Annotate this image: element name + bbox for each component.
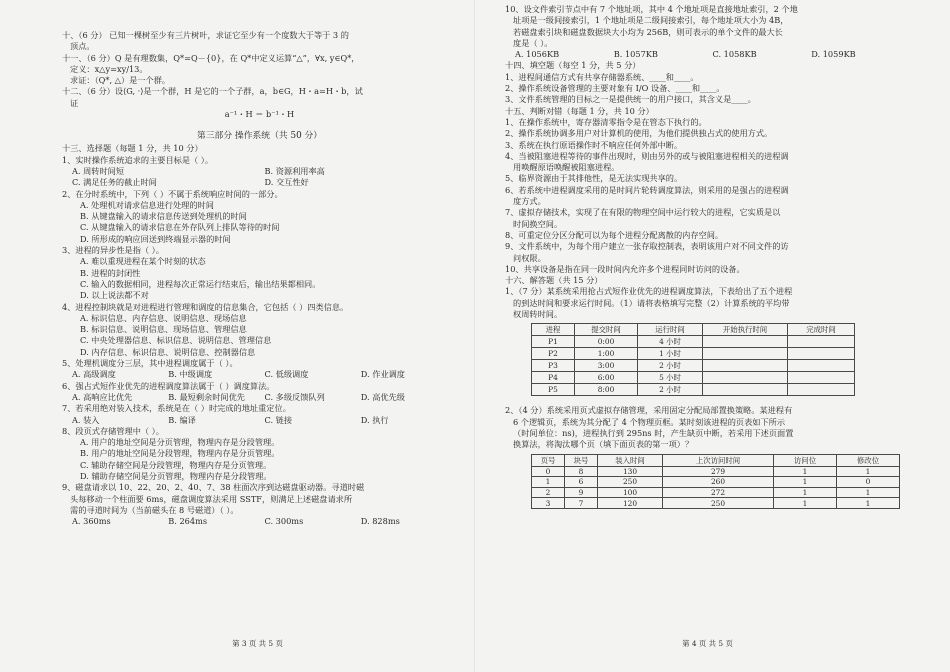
table-cell	[703, 384, 788, 396]
right-page	[475, 0, 950, 672]
table-cell	[703, 360, 788, 372]
table-cell: 130	[598, 466, 663, 477]
option: D. 交互性好	[264, 177, 309, 188]
true-false-line: 8、可重定位分区分配可以为每个进程分配离散的内存空间。	[505, 229, 724, 240]
table-header-cell: 运行时间	[638, 324, 703, 336]
option: D. 以上说法都不对	[80, 290, 149, 301]
table-cell: 6	[565, 477, 598, 488]
table-cell: 8:00	[575, 384, 638, 396]
table-cell: P5	[532, 384, 575, 396]
table-cell: 100	[598, 487, 663, 498]
option: C. 中央处理器信息、标识信息、说明信息、管理信息	[80, 335, 272, 346]
option: A. 360ms	[72, 516, 111, 527]
question-line: 2、在分时系统中，下列（ ）不属于系统响应时间的一部分。	[62, 188, 283, 199]
option: D. 828ms	[360, 516, 400, 527]
table-row	[532, 360, 855, 372]
table-cell: 1	[837, 466, 900, 477]
option: A. 用户的地址空间是分页管理，物理内存是分段管理。	[80, 437, 280, 448]
question-line: 址项是一级间接索引，1 个地址项是二级间接索引，每个地址项大小为 4B，	[513, 15, 789, 26]
table-cell: 9	[565, 487, 598, 498]
option: A. 高响应比优先	[72, 391, 133, 402]
question-line: 9、磁盘请求以 10、22、20、2、40、7、38 柱面次序到达磁盘驱动器。寻道时磁	[62, 482, 365, 493]
option: A. 标识信息、内存信息、说明信息、现场信息	[80, 312, 247, 323]
true-false-line: 6、若系统中进程调度采用的是时间片轮转调度算法，则采用的是强占的进程调	[505, 184, 789, 195]
table-cell	[788, 348, 855, 360]
true-false-line: 10、共享设备是指在同一段时间内允许多个进程同时访问的设备。	[505, 263, 745, 274]
table-header-cell: 修改位	[837, 454, 900, 466]
table-cell: 5 小时	[638, 372, 703, 384]
option: D. 所形成的响应回送到终端显示器的时间	[80, 233, 231, 244]
question-line: 权周转时间。	[513, 309, 563, 320]
option-row	[505, 49, 910, 60]
table-cell: 1	[774, 466, 837, 477]
page-table	[531, 454, 900, 509]
table-cell: 1 小时	[638, 348, 703, 360]
section-heading: 十五、判断对错（每题 1 分，共 10 分）	[505, 105, 654, 116]
table-cell: 279	[663, 466, 774, 477]
option-row	[62, 369, 457, 380]
table-cell: 0	[837, 477, 900, 488]
table-row	[532, 466, 900, 477]
option: C. 从键盘输入的请求信息在外存队列上排队等待的时间	[80, 222, 280, 233]
question-line: 3、进程的异步性是指（ ）。	[62, 245, 164, 256]
option: C. 300ms	[264, 516, 304, 527]
option: B. 标识信息、说明信息、现场信息、管理信息	[80, 324, 247, 335]
question-line: 6、强占式短作业优先的进程调度算法属于（ ）调度算法。	[62, 380, 275, 391]
page-footer: 第 3 页 共 5 页	[232, 639, 283, 648]
table-cell: 250	[598, 477, 663, 488]
table-cell	[788, 336, 855, 348]
option: C. 链接	[264, 414, 293, 425]
true-false-line: 9、文件系统中，为每个用户建立一张存取控制表，表明该用户对不同文件的访	[505, 241, 789, 252]
formula-line: a⁻¹・H ＝ b⁻¹・H	[224, 109, 295, 120]
table-cell: 1	[774, 477, 837, 488]
true-false-line: 问权限。	[513, 252, 546, 263]
table-cell: 1	[774, 498, 837, 509]
section-heading: 十六、解答题（共 15 分）	[505, 275, 603, 286]
question-line: 证	[70, 97, 79, 108]
option: C. 1058KB	[712, 49, 757, 60]
table-cell: 0	[532, 466, 565, 477]
question-line: 头每移动一个柱面要 6ms，磁盘调度算法采用 SSTF，则满足上述磁盘请求所	[70, 493, 353, 504]
table-header-cell: 页号	[532, 454, 565, 466]
option: B. 最短剩余时间优先	[168, 391, 245, 402]
table-cell: 8	[565, 466, 598, 477]
table-cell	[703, 348, 788, 360]
option: A. 1056KB	[515, 49, 560, 60]
option-row	[62, 392, 457, 403]
table-cell: 0:00	[575, 336, 638, 348]
option: A. 装入	[72, 414, 100, 425]
table-cell: 1	[837, 487, 900, 498]
table-header-cell: 进程	[532, 324, 575, 336]
question-line: 定义：x△y=xy/13。	[70, 63, 148, 74]
option: D. 作业调度	[360, 369, 405, 380]
option-row	[62, 516, 457, 527]
table-cell: 7	[565, 498, 598, 509]
option: D. 执行	[360, 414, 389, 425]
option: B. 中级调度	[168, 369, 213, 380]
section-title: 第三部分 操作系统（共 50 分）	[196, 131, 323, 142]
table-cell	[703, 372, 788, 384]
table-header-cell: 块号	[565, 454, 598, 466]
table-header-cell: 完成时间	[788, 324, 855, 336]
option: D. 1059KB	[811, 49, 856, 60]
option: C. 满足任务的截止时间	[72, 177, 157, 188]
option: B. 1057KB	[613, 49, 658, 60]
option: B. 资源利用率高	[264, 165, 325, 176]
question-line: 10、设文件索引节点中有 7 个地址项，其中 4 个地址项是直接地址索引，2 个地	[505, 4, 798, 14]
table-cell: P3	[532, 360, 575, 372]
question-line: 的到达时间和要求运行时间。（1）请将表格填写完整（2）计算系统的平均带	[513, 297, 790, 308]
table-cell: 2	[532, 487, 565, 498]
table-header-cell: 提交时间	[575, 324, 638, 336]
question-line: 4、进程控制块就是对进程进行管理和调度的信息集合，它包括（ ）四类信息。	[62, 301, 349, 312]
table-row	[532, 336, 855, 348]
question-line: 1、（7 分）某系统采用抢占式短作业优先的进程调度算法，下表给出了五个进程	[505, 286, 793, 297]
true-false-line: 4、当被阻塞进程等待的事件出现时，则由另外的或与被阻塞进程相关的进程调	[505, 150, 789, 161]
question-line: 7、若采用绝对装入技术，系统是在（ ）时完成的地址重定位。	[62, 403, 291, 414]
table-cell: 272	[663, 487, 774, 498]
table-row	[532, 498, 900, 509]
table-header-cell: 装入时间	[598, 454, 663, 466]
fill-blank-line: 3、文件系统管理的目标之一是提供统一的用户接口，其含义是____。	[505, 94, 756, 105]
option-row	[62, 166, 457, 177]
question-line: 2、（4 分）系统采用页式虚拟存储管理，采用固定分配局部置换策略。某进程有	[505, 405, 793, 416]
table-cell	[788, 360, 855, 372]
table-cell	[788, 384, 855, 396]
table-cell	[788, 372, 855, 384]
table-cell: 2 小时	[638, 384, 703, 396]
table-header-cell: 访问位	[774, 454, 837, 466]
table-cell: 250	[663, 498, 774, 509]
true-false-line: 时间换空间。	[513, 218, 563, 229]
option-row	[62, 415, 457, 426]
option: D. 高优先级	[360, 391, 405, 402]
option: C. 多级反馈队列	[264, 391, 325, 402]
option: A. 难以重现进程在某个时刻的状态	[80, 256, 206, 267]
question-line: 十一、（6 分）Q 是有理数集，Q*=Q－{0}，在 Q*中定义运算“△”，∀x, y∈Q*，	[62, 52, 360, 63]
question-line: 十、（6 分） 已知一棵树至少有三片树叶，求证它至少有一个度数大于等于 3 的	[62, 30, 349, 40]
option: B. 用户的地址空间是分段管理，物理内存是分页管理。	[80, 448, 280, 459]
fill-blank-line: 1、进程间通信方式有共享存储器系统、____和____。	[505, 71, 699, 82]
question-line: 若磁盘索引块和磁盘数据块大小均为 256B，则可表示的单个文件的最大长	[513, 26, 783, 37]
option: D. 辅助存储空间是分页管理，物理内存是分段管理。	[80, 470, 272, 481]
table-cell: P2	[532, 348, 575, 360]
table-cell: P1	[532, 336, 575, 348]
option: A. 周转时间短	[72, 165, 125, 176]
option-row	[62, 177, 457, 188]
table-row	[532, 384, 855, 396]
table-cell: 120	[598, 498, 663, 509]
table-cell: 6:00	[575, 372, 638, 384]
option: C. 输入的数据相同，进程每次正常运行结束后，输出结果都相同。	[80, 278, 321, 289]
question-line: 求证：（Q*, △）是一个群。	[70, 75, 171, 86]
question-line: 5、处理机调度分三层，其中进程调度属于（ ）。	[62, 358, 238, 369]
table-cell	[703, 336, 788, 348]
process-schedule-table	[531, 323, 855, 396]
table-cell: 1:00	[575, 348, 638, 360]
option: D. 内存信息、标识信息、说明信息、控制器信息	[80, 346, 256, 357]
option: A. 处理机对请求信息进行处理的时间	[80, 199, 214, 210]
table-cell: 1	[774, 487, 837, 498]
question-line: 换算法，将淘汰哪个页（填下面页表的第一项）？	[513, 439, 694, 450]
table-header-cell: 开始执行时间	[703, 324, 788, 336]
table-header-row	[532, 454, 900, 466]
table-row	[532, 487, 900, 498]
true-false-line: 度方式。	[513, 196, 546, 207]
table-cell: 3:00	[575, 360, 638, 372]
table-cell: 2 小时	[638, 360, 703, 372]
question-line: 1、实时操作系统追求的主要目标是（ ）。	[62, 154, 214, 165]
table-row	[532, 372, 855, 384]
question-line: 6 个逻辑页，系统为其分配了 4 个物理页框。某时刻该进程的页表如下所示	[513, 416, 786, 427]
section-heading: 十三、选择题（每题 1 分，共 10 分）	[62, 143, 203, 154]
section-heading: 十四、填空题（每空 1 分，共 5 分）	[505, 60, 641, 71]
true-false-line: 3、系统在执行原语操作时不响应任何外部中断。	[505, 139, 683, 150]
fill-blank-line: 2、操作系统设备管理的主要对象有 I/O 设备、____和____。	[505, 83, 725, 94]
table-cell: 3	[532, 498, 565, 509]
table-cell: 1	[837, 498, 900, 509]
question-line: （时间单位：ns)，进程执行到 295ns 时，产生缺页中断，若采用下述页面置	[513, 427, 794, 438]
table-cell: 1	[532, 477, 565, 488]
true-false-line: 用唤醒原语唤醒被阻塞进程。	[513, 162, 620, 173]
table-header-row	[532, 324, 855, 336]
option: C. 辅助存储空间是分段管理，物理内存是分页管理。	[80, 459, 272, 470]
question-line: 十二、（6 分）设⟨G, ·⟩是一个群，H 是它的一个子群，a，b∈G，H・a=H・b，试	[62, 86, 363, 97]
table-row	[532, 348, 855, 360]
page-footer: 第 4 页 共 5 页	[682, 639, 733, 648]
option: A. 高级调度	[72, 369, 116, 380]
option: C. 低级调度	[264, 369, 309, 380]
true-false-line: 2、操作系统协调多用户对计算机的使用，为他们提供独占式的使用方式。	[505, 128, 773, 139]
question-line: 度是（ ）。	[513, 37, 553, 48]
question-line: 顶点。	[70, 41, 95, 52]
table-cell: 260	[663, 477, 774, 488]
table-cell: P4	[532, 372, 575, 384]
table-header-cell: 上次访问时间	[663, 454, 774, 466]
table-cell: 4 小时	[638, 336, 703, 348]
question-line: 8、段页式存储管理中（ ）。	[62, 425, 164, 436]
option: B. 编译	[168, 414, 196, 425]
true-false-line: 7、虚拟存储技术，实现了在有限的物理空间中运行较大的进程，它实质是以	[505, 207, 781, 218]
table-row	[532, 477, 900, 488]
option: B. 从键盘输入的请求信息传送到处理机的时间	[80, 211, 247, 222]
question-line: 需的寻道时间为（当前磁头在 8 号磁道）（ ）。	[70, 504, 239, 515]
option: B. 264ms	[168, 516, 208, 527]
option: B. 进程的封闭性	[80, 267, 141, 278]
true-false-line: 1、在操作系统中，寄存器清零指令是在管态下执行的。	[505, 116, 707, 127]
true-false-line: 5、临界资源由于其排他性，是无法实现共享的。	[505, 173, 683, 184]
